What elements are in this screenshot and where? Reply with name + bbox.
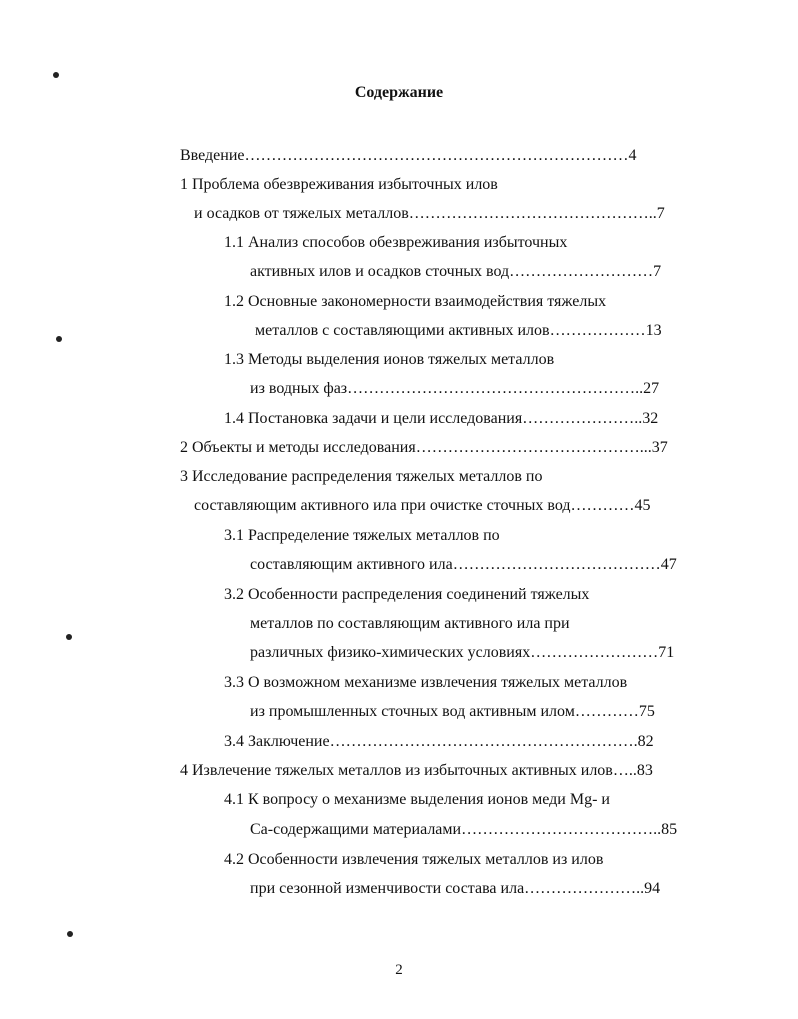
toc-entry: 3.3 О возможном механизме извлечения тяжелых металлов xyxy=(224,674,628,691)
toc-entry: металлов по составляющим активного ила при xyxy=(250,615,570,632)
toc-entry: 4.1 К вопросу о механизме выделения ионов меди Mg- и xyxy=(224,791,610,808)
toc-entry: 3.4 Заключение………………………………………………….82 xyxy=(224,733,654,750)
page-number: 2 xyxy=(395,962,403,978)
toc-entry: 3.1 Распределение тяжелых металлов по xyxy=(224,527,500,544)
toc-entry: из промышленных сточных вод активным илом…………75 xyxy=(250,703,655,720)
toc-entry: 4.2 Особенности извлечения тяжелых металлов из илов xyxy=(224,851,604,868)
margin-mark xyxy=(56,336,62,342)
page-title: Содержание xyxy=(354,84,444,101)
toc-entry: 1.1 Анализ способов обезвреживания избыточных xyxy=(224,234,568,251)
toc-entry: различных физико-химических условиях……………………71 xyxy=(250,644,675,661)
toc-entry: составляющим активного ила при очистке сточных вод…………45 xyxy=(194,497,651,514)
margin-mark xyxy=(53,72,59,78)
toc-entry: 1.4 Постановка задачи и цели исследования…………………..32 xyxy=(224,410,659,427)
toc-entry: Са-содержащими материалами………………………………..85 xyxy=(250,821,678,838)
toc-entry: 1 Проблема обезвреживания избыточных илов xyxy=(180,176,498,193)
toc-entry: 4 Извлечение тяжелых металлов из избыточных активных илов…..83 xyxy=(180,762,653,779)
toc-entry: Введение………………………………………………………………4 xyxy=(180,147,637,164)
toc-entry: активных илов и осадков сточных вод………………………7 xyxy=(250,263,662,280)
toc-entry: составляющим активного ила…………………………………47 xyxy=(250,556,677,573)
toc-entry: и осадков от тяжелых металлов………………………………………..7 xyxy=(194,205,665,222)
toc-entry: 1.2 Основные закономерности взаимодействия тяжелых xyxy=(224,293,607,310)
toc-entry: 3.2 Особенности распределения соединений тяжелых xyxy=(224,586,590,603)
toc-entry: 1.3 Методы выделения ионов тяжелых металлов xyxy=(224,351,555,368)
toc-entry: 2 Объекты и методы исследования……………………………………...37 xyxy=(180,439,668,456)
toc-entry: 3 Исследование распределения тяжелых металлов по xyxy=(180,468,543,485)
margin-mark xyxy=(66,634,72,640)
toc-entry: металлов с составляющими активных илов………………13 xyxy=(255,322,662,339)
toc-entry: из водных фаз………………………………………………..27 xyxy=(250,380,660,397)
margin-mark xyxy=(67,931,73,937)
toc-entry: при сезонной изменчивости состава ила…………………..94 xyxy=(250,880,661,897)
